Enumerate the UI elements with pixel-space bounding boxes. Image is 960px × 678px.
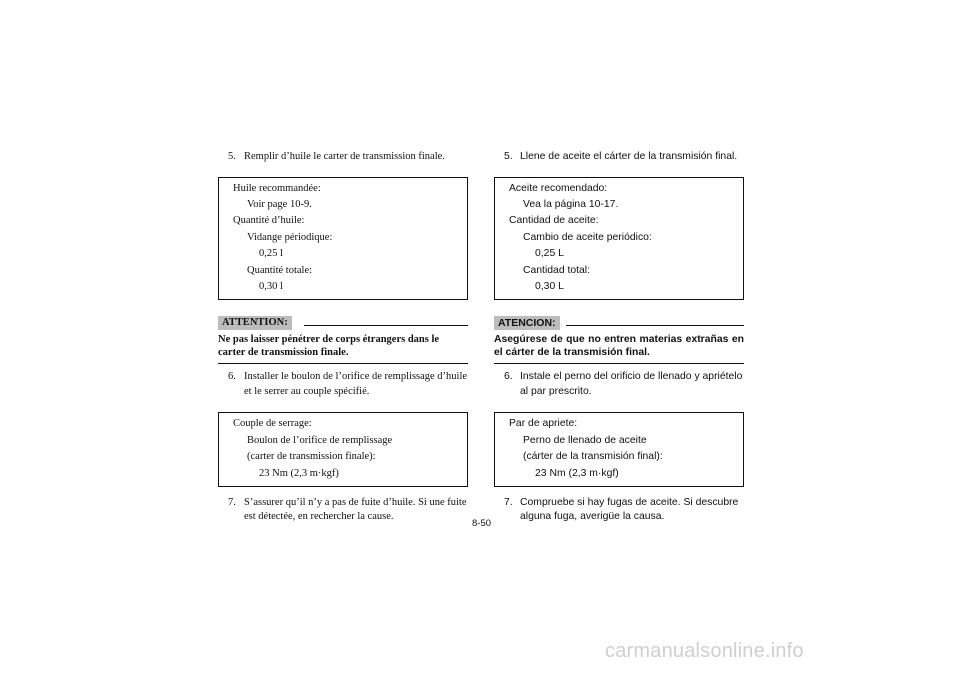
attention-label: ATENCION: <box>494 316 560 330</box>
periodic-change-value: 0,25 l <box>259 248 283 260</box>
total-amount-label: Cantidad total: <box>523 264 591 276</box>
torque-label: Par de apriete: <box>509 418 578 430</box>
attention-header <box>218 316 468 330</box>
oil-spec-box <box>218 177 468 301</box>
oil-quantity-label: Quantité d’huile: <box>233 215 305 227</box>
total-amount-label: Quantité totale: <box>247 264 313 276</box>
step-text: S’assurer qu’il n’y a pas de fuite d’huile. Si une fuite est détectée, en rechercher la cause. <box>244 496 467 523</box>
step-5 <box>218 150 468 165</box>
step-number: 5. <box>504 151 513 162</box>
recommended-oil-label: Aceite recomendado: <box>509 182 608 194</box>
step-6 <box>218 370 468 399</box>
attention-label: ATTENTION: <box>218 316 292 330</box>
step-text: Remplir d’huile le carter de transmission finale. <box>244 151 445 162</box>
total-amount-value: 0,30 l <box>259 280 283 292</box>
attention-text: Asegúrese de que no entren materias extrañas en el cárter de la transmisión final. <box>494 330 744 364</box>
periodic-change-value: 0,25 L <box>535 248 564 260</box>
recommended-oil-value: Vea la página 10-17. <box>523 198 619 210</box>
attention-rule <box>304 325 468 326</box>
spanish-column <box>494 150 744 525</box>
torque-spec-box <box>494 412 744 487</box>
torque-item-line2: (cárter de la transmisión final): <box>523 451 663 463</box>
step-6 <box>494 370 744 399</box>
attention-header <box>494 316 744 330</box>
torque-item-line2: (carter de transmission finale): <box>247 451 376 463</box>
torque-item-line1: Perno de llenado de aceite <box>523 434 647 446</box>
total-amount-value: 0,30 L <box>535 280 564 292</box>
step-number: 7. <box>504 496 513 508</box>
attention-rule <box>566 325 744 326</box>
step-number: 6. <box>228 371 236 383</box>
step-text: Installer le boulon de l’orifice de remplissage d’huile et le serrer au couple spécifié. <box>244 371 468 397</box>
step-text: Llene de aceite el cárter de la transmisión final. <box>520 151 738 162</box>
torque-value: 23 Nm (2,3 m·kgf) <box>535 467 619 479</box>
step-text: Instale el perno del orificio de llenado y apriételo al par prescrito. <box>520 371 743 397</box>
step-text: Compruebe si hay fugas de aceite. Si descubre alguna fuga, averigüe la causa. <box>520 496 739 523</box>
torque-spec-box <box>218 412 468 487</box>
step-7 <box>494 496 744 525</box>
page-number: 8-50 <box>472 518 492 529</box>
attention-text: Ne pas laisser pénétrer de corps étrangers dans le carter de transmission finale. <box>218 330 468 364</box>
periodic-change-label: Cambio de aceite periódico: <box>523 231 652 243</box>
oil-spec-box <box>494 177 744 301</box>
step-7 <box>218 496 468 525</box>
step-5 <box>494 150 744 165</box>
recommended-oil-label: Huile recommandée: <box>233 182 321 194</box>
watermark: carmanualsonline.info <box>605 640 804 662</box>
step-number: 6. <box>504 371 513 383</box>
torque-label: Couple de serrage: <box>233 418 312 430</box>
torque-value: 23 Nm (2,3 m·kgf) <box>259 467 339 479</box>
step-number: 5. <box>228 151 236 162</box>
step-number: 7. <box>228 496 236 508</box>
oil-quantity-label: Cantidad de aceite: <box>509 215 599 227</box>
french-column <box>218 150 468 525</box>
recommended-oil-value: Voir page 10-9. <box>247 198 312 210</box>
periodic-change-label: Vidange périodique: <box>247 231 333 243</box>
torque-item-line1: Boulon de l’orifice de remplissage <box>247 434 393 446</box>
